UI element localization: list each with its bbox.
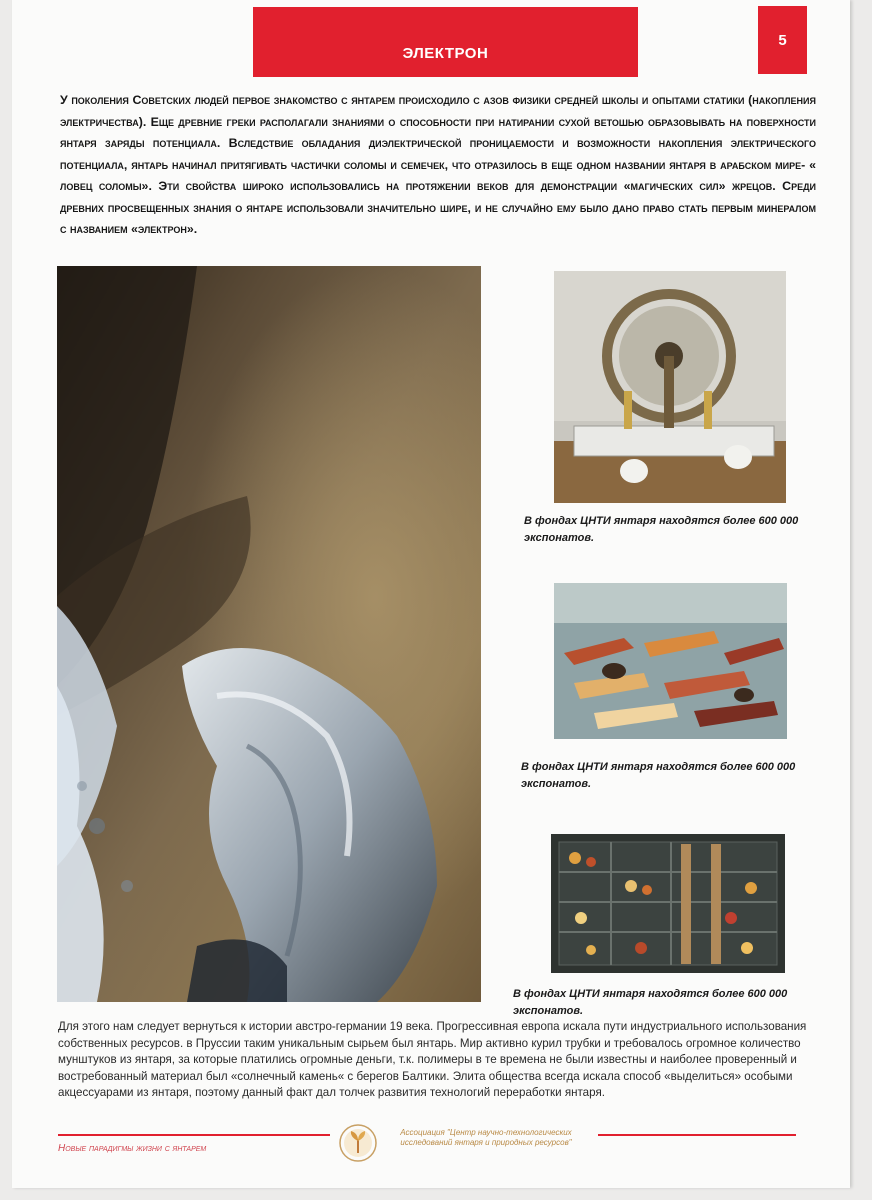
caption-1: В фондах ЦНТИ янтаря находятся более 600 000 экспонатов. <box>524 515 799 544</box>
amber-macro-photo <box>57 266 481 1002</box>
footer-divider-right <box>598 1134 796 1136</box>
footer-slogan: Новые парадигмы жизни с янтарем <box>58 1143 207 1154</box>
association-logo-icon <box>338 1123 378 1163</box>
intro-paragraph: У поколения Советских людей первое знакомство с янтарем происходило с азов физики средней школы и опытами статики (накопления электричества). Еще древние греки располагали знаниями о способности при натирании сухой ветошью образовывать на поверхности янтаря заряды потенциала. Вследствие обладания диэлектрической проницаемости и возможности накопления электрического потенциала, янтарь начинал притягивать частички соломы и семечек, что отразилось в еще одном названии янтаря в арабском мире- « ловец соломы». Эти свойства широко использовались на протяжении веков для демонстрации «магических сил» жрецов. Среди древних просвещенных знания о янтаре использовали значительно шире, и не случайно ему было дано право стать первым минералом с названием «электрон». <box>60 93 816 236</box>
association-name: Ассоциация "Центр научно-технологических исследований янтаря и природных ресурсов" <box>400 1128 572 1147</box>
electrostatic-machine-photo <box>554 271 786 503</box>
footer-divider-left <box>58 1134 330 1136</box>
body-paragraph: Для этого нам следует вернуться к истории австро-германии 19 века. Прогрессивная европа искала пути индустриального использования собственных ресурсов. в Пруссии таким уникальным сырьем был янтарь. Мир активно курил трубки и требовалось огромное количество мунштуков из янтаря, за которые платились огромные деньги, т.к. полимеры в те времена не были известны и наиболее проверенный и востребованный материал был «солнечный камень« с берегов Балтики. Элита общества всегда искала способ «выделиться» особыми акцессуарами из янтаря, поэтому данный факт дал толчек развития технологий переработки янтаря. <box>58 1020 807 1099</box>
amber-box-photo <box>551 834 785 973</box>
page-title: ЭЛЕКТРОН <box>253 7 638 77</box>
amber-pipes-photo <box>554 583 787 739</box>
caption-3: В фондах ЦНТИ янтаря находятся более 600 000 экспонатов. <box>513 988 788 1017</box>
caption-2: В фондах ЦНТИ янтаря находятся более 600 000 экспонатов. <box>521 761 796 790</box>
page-number: 5 <box>758 6 807 74</box>
